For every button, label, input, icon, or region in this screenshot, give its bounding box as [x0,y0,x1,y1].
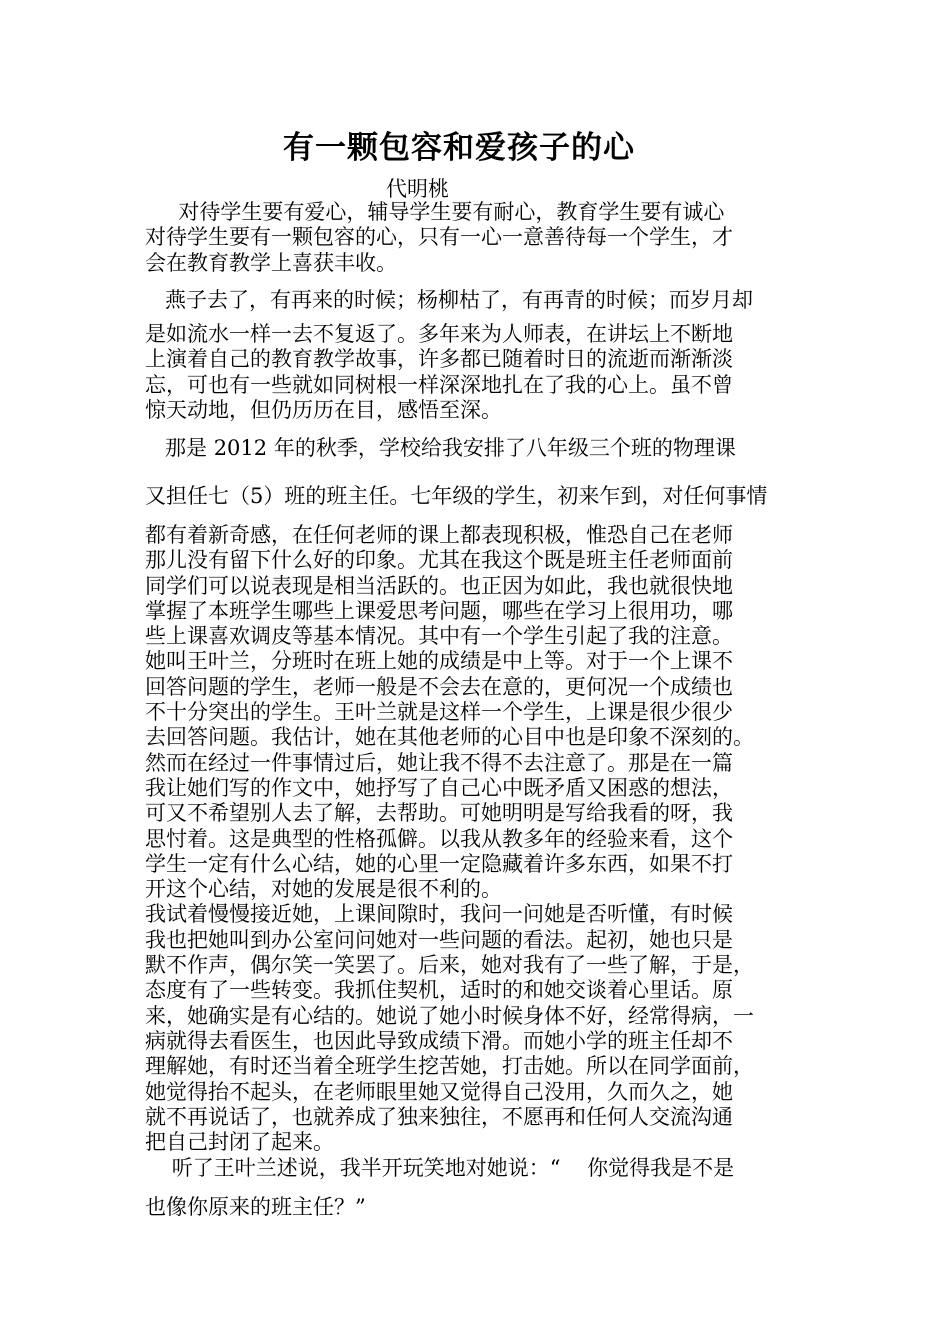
text-line: 默不作声，偶尔笑一笑罢了。后来，她对我有了一些了解，于是， [145,953,754,978]
author-name: 代明桃 [386,177,449,201]
text-line: 也像你原来的班主任？” [145,1195,366,1219]
text-line: 惊天动地，但仍历历在目，感悟至深。 [145,397,502,422]
text-line: 学生一定有什么心结，她的心里一定隐藏着许多东西，如果不打 [145,851,733,876]
text-line: 病就得去看医生，也因此导致成绩下滑。而她小学的班主任却不 [145,1028,733,1053]
text-line: 是如流水一样一去不复返了。多年来为人师表，在讲坛上不断地 [145,322,733,346]
text-line: 思忖着。这是典型的性格孤僻。以我从教多年的经验来看，这个 [145,826,733,851]
text-line: 同学们可以说表现是相当活跃的。也正因为如此，我也就很快地 [145,573,733,598]
text-line: 回答问题的学生，老师一般是不会去在意的，更何况一个成绩也 [145,674,733,699]
text-line: 把自己封闭了起来。 [145,1130,334,1155]
text-line: 上演着自己的教育教学故事，许多都已随着时日的流逝而渐渐淡 [145,347,733,372]
paragraph-main-body [145,523,817,1155]
text-line: 我让她们写的作文中，她抒写了自己心中既矛盾又困惑的想法， [145,775,733,800]
text-line: 态度有了一些转变。我抓住契机，适时的和她交谈着心里话。原 [145,978,733,1003]
text-line: 来，她确实是有心结的。她说了她小时候身体不好，经常得病，一 [145,1003,754,1028]
text-line: 我也把她叫到办公室问问她对一些问题的看法。起初，她也只是 [145,927,733,952]
text-line: 她叫王叶兰，分班时在班上她的成绩是中上等。对于一个上课不 [145,649,733,674]
text-line: 不十分突出的学生。王叶兰就是这样一个学生，上课是很少很少 [145,700,733,725]
text-line: 那是 2012 年的秋季，学校给我安排了八年级三个班的物理课 [145,436,736,460]
document-title: 有一颗包容和爱孩子的心 [283,130,635,166]
text-line: 听了王叶兰述说，我半开玩笑地对她说：“ 你觉得我是不是 [145,1156,735,1180]
paragraph-swallows-first-line [145,288,817,313]
text-line: 燕子去了，有再来的时候；杨柳枯了，有再青的时候；而岁月却 [145,288,754,312]
text-line: 然而在经过一件事情过后，她让我不得不去注意了。那是在一篇 [145,750,733,775]
paragraph-intro [145,200,817,276]
text-line: 对待学生要有爱心，辅导学生要有耐心，教育学生要有诚心 [145,200,725,224]
text-line: 去回答问题。我估计，她在其他老师的心目中也是印象不深刻的。 [145,725,754,750]
text-line: 会在教育教学上喜获丰收。 [145,250,397,275]
paragraph-swallows-body [145,322,817,423]
paragraph-autumn-first-line [145,436,817,461]
paragraph-joke-first-line [145,1156,817,1181]
text-line: 可又不希望别人去了解，去帮助。可她明明是写给我看的呀，我 [145,801,733,826]
text-line: 那儿没有留下什么好的印象。尤其在我这个既是班主任老师面前 [145,548,733,573]
text-line: 都有着新奇感，在任何老师的课上都表现积极，惟恐自己在老师 [145,523,733,547]
paragraph-autumn-second-line [145,484,817,509]
paragraph-joke-second-line [145,1195,817,1220]
text-line: 她觉得抬不起头，在老师眼里她又觉得自己没用，久而久之，她 [145,1079,733,1104]
text-line: 又担任七（5）班的班主任。七年级的学生，初来乍到，对任何事情 [145,484,768,508]
text-line: 些上课喜欢调皮等基本情况。其中有一个学生引起了我的注意。 [145,624,733,649]
text-line: 掌握了本班学生哪些上课爱思考问题，哪些在学习上很用功，哪 [145,598,733,623]
text-line: 理解她，有时还当着全班学生挖苦她，打击她。所以在同学面前， [145,1054,754,1079]
text-line: 就不再说话了，也就养成了独来独往，不愿再和任何人交流沟通 [145,1104,733,1129]
text-line: 忘，可也有一些就如同树根一样深深地扎在了我的心上。虽不曾 [145,372,733,397]
text-line: 对待学生要有一颗包容的心，只有一心一意善待每一个学生，才 [145,225,733,250]
text-line: 我试着慢慢接近她，上课间隙时，我问一问她是否听懂，有时候 [145,902,733,927]
text-line: 开这个心结，对她的发展是很不利的。 [145,877,502,902]
